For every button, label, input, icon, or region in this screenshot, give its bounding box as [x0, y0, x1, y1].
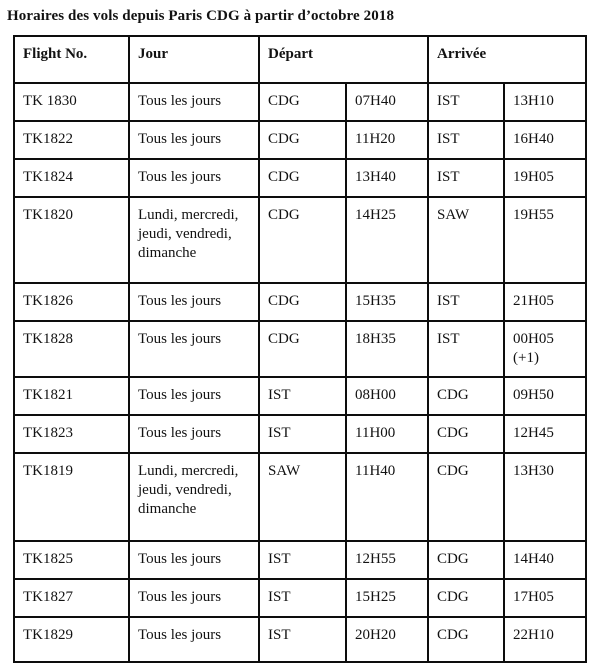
cell-days: Tous les jours: [129, 377, 259, 415]
table-row: [14, 83, 586, 121]
cell-days: Tous les jours: [129, 579, 259, 617]
table-row: [14, 579, 586, 617]
flight-table-body: [14, 83, 586, 662]
header-depart: Départ: [259, 36, 428, 83]
table-row: [14, 321, 586, 377]
cell-arrival-time: 21H05: [504, 283, 586, 321]
table-row: [14, 415, 586, 453]
cell-departure-time: 08H00: [346, 377, 428, 415]
cell-arrival-time: 09H50: [504, 377, 586, 415]
cell-flight-no: TK1827: [14, 579, 129, 617]
cell-arrival-airport: IST: [428, 321, 504, 377]
table-row: [14, 617, 586, 662]
table-row: [14, 541, 586, 579]
cell-arrival-airport: CDG: [428, 541, 504, 579]
table-row: [14, 453, 586, 541]
cell-days: Lundi, mercredi, jeudi, vendredi, dimanche: [129, 197, 259, 283]
header-arrivee: Arrivée: [428, 36, 586, 83]
cell-departure-time: 11H00: [346, 415, 428, 453]
cell-arrival-airport: SAW: [428, 197, 504, 283]
cell-days: Tous les jours: [129, 283, 259, 321]
cell-arrival-airport: CDG: [428, 377, 504, 415]
table-row: [14, 283, 586, 321]
cell-flight-no: TK1819: [14, 453, 129, 541]
flight-schedule-table: [13, 35, 587, 663]
cell-days: Tous les jours: [129, 159, 259, 197]
cell-arrival-airport: CDG: [428, 415, 504, 453]
header-flight-no: Flight No.: [14, 36, 129, 83]
cell-departure-airport: IST: [259, 415, 346, 453]
cell-departure-time: 13H40: [346, 159, 428, 197]
cell-arrival-airport: CDG: [428, 617, 504, 662]
cell-arrival-time: 12H45: [504, 415, 586, 453]
cell-arrival-time: 13H10: [504, 83, 586, 121]
cell-flight-no: TK1826: [14, 283, 129, 321]
cell-days: Tous les jours: [129, 121, 259, 159]
cell-days: Tous les jours: [129, 83, 259, 121]
cell-arrival-time: 13H30: [504, 453, 586, 541]
cell-departure-time: 15H35: [346, 283, 428, 321]
cell-flight-no: TK1820: [14, 197, 129, 283]
table-row: [14, 377, 586, 415]
cell-flight-no: TK1822: [14, 121, 129, 159]
cell-departure-airport: CDG: [259, 197, 346, 283]
cell-departure-airport: CDG: [259, 159, 346, 197]
cell-arrival-airport: IST: [428, 283, 504, 321]
cell-flight-no: TK1828: [14, 321, 129, 377]
cell-flight-no: TK 1830: [14, 83, 129, 121]
cell-arrival-time: 19H05: [504, 159, 586, 197]
cell-flight-no: TK1823: [14, 415, 129, 453]
cell-arrival-airport: CDG: [428, 579, 504, 617]
table-row: [14, 197, 586, 283]
cell-departure-time: 14H25: [346, 197, 428, 283]
cell-departure-time: 11H20: [346, 121, 428, 159]
cell-arrival-time: 16H40: [504, 121, 586, 159]
header-jour: Jour: [129, 36, 259, 83]
cell-arrival-time: 14H40: [504, 541, 586, 579]
cell-days: Lundi, mercredi, jeudi, vendredi, dimanche: [129, 453, 259, 541]
cell-departure-airport: IST: [259, 377, 346, 415]
cell-departure-time: 12H55: [346, 541, 428, 579]
cell-arrival-airport: IST: [428, 159, 504, 197]
cell-departure-time: 07H40: [346, 83, 428, 121]
table-row: [14, 159, 586, 197]
cell-departure-airport: CDG: [259, 83, 346, 121]
table-row: [14, 121, 586, 159]
cell-flight-no: TK1824: [14, 159, 129, 197]
cell-departure-airport: IST: [259, 541, 346, 579]
cell-arrival-time: 00H05 (+1): [504, 321, 586, 377]
cell-days: Tous les jours: [129, 321, 259, 377]
cell-arrival-time: 22H10: [504, 617, 586, 662]
cell-departure-time: 11H40: [346, 453, 428, 541]
cell-departure-time: 18H35: [346, 321, 428, 377]
cell-departure-time: 15H25: [346, 579, 428, 617]
cell-departure-airport: IST: [259, 617, 346, 662]
cell-departure-airport: IST: [259, 579, 346, 617]
table-header-row: [14, 36, 586, 83]
cell-departure-airport: CDG: [259, 283, 346, 321]
page-title: Horaires des vols depuis Paris CDG à partir d’octobre 2018: [7, 8, 395, 24]
cell-days: Tous les jours: [129, 541, 259, 579]
cell-arrival-airport: IST: [428, 121, 504, 159]
cell-flight-no: TK1829: [14, 617, 129, 662]
cell-departure-airport: SAW: [259, 453, 346, 541]
cell-arrival-time: 19H55: [504, 197, 586, 283]
cell-days: Tous les jours: [129, 415, 259, 453]
cell-departure-airport: CDG: [259, 321, 346, 377]
cell-departure-airport: CDG: [259, 121, 346, 159]
cell-arrival-airport: CDG: [428, 453, 504, 541]
cell-arrival-time: 17H05: [504, 579, 586, 617]
cell-arrival-airport: IST: [428, 83, 504, 121]
cell-flight-no: TK1825: [14, 541, 129, 579]
cell-flight-no: TK1821: [14, 377, 129, 415]
cell-departure-time: 20H20: [346, 617, 428, 662]
cell-days: Tous les jours: [129, 617, 259, 662]
